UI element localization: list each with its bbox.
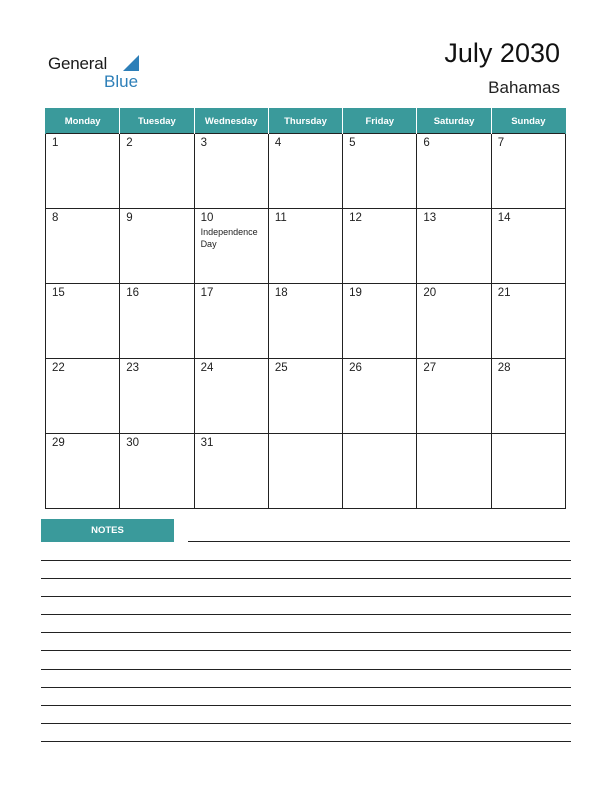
holiday-event: Independence Day bbox=[200, 227, 258, 249]
day-cell bbox=[268, 209, 342, 284]
day-number: 26 bbox=[349, 362, 362, 374]
notes-line bbox=[41, 596, 571, 597]
day-cell bbox=[194, 134, 268, 209]
day-number: 2 bbox=[126, 137, 133, 149]
day-number: 31 bbox=[200, 437, 214, 449]
notes-line bbox=[41, 560, 571, 561]
day-cell bbox=[343, 134, 417, 209]
notes-line bbox=[41, 705, 571, 706]
day-cell bbox=[268, 359, 342, 434]
day-cell bbox=[417, 209, 491, 284]
weekday-header-row bbox=[46, 109, 566, 134]
day-cell bbox=[46, 134, 120, 209]
day-cell bbox=[491, 284, 565, 359]
weekday-header: Wednesday bbox=[194, 109, 268, 134]
notes-line bbox=[41, 669, 571, 670]
day-number: 3 bbox=[200, 137, 207, 149]
day-cell bbox=[120, 134, 194, 209]
day-number: 23 bbox=[126, 362, 140, 374]
generalblue-logo bbox=[48, 52, 158, 92]
day-number: 13 bbox=[423, 212, 437, 224]
notes-label: NOTES bbox=[41, 519, 174, 542]
day-cell bbox=[491, 359, 565, 434]
day-cell bbox=[120, 284, 194, 359]
day-cell bbox=[343, 284, 417, 359]
day-cell bbox=[343, 434, 417, 509]
day-number: 30 bbox=[126, 437, 140, 449]
day-number: 25 bbox=[274, 362, 288, 374]
month-title: July 2030 bbox=[444, 38, 560, 68]
notes-line bbox=[41, 614, 571, 615]
day-cell bbox=[46, 209, 120, 284]
day-number: 16 bbox=[126, 287, 140, 299]
day-cell bbox=[491, 134, 565, 209]
day-number: 28 bbox=[497, 362, 511, 374]
day-cell bbox=[417, 359, 491, 434]
notes-line bbox=[41, 741, 571, 742]
week-row bbox=[46, 284, 566, 359]
day-cell bbox=[417, 434, 491, 509]
day-number: 15 bbox=[52, 287, 65, 299]
notes-line bbox=[41, 632, 571, 633]
day-number: 20 bbox=[423, 287, 437, 299]
day-cell bbox=[46, 434, 120, 509]
day-cell bbox=[417, 134, 491, 209]
day-number: 4 bbox=[274, 137, 282, 149]
weekday-header: Sunday bbox=[491, 109, 565, 134]
weekday-header: Saturday bbox=[417, 109, 491, 134]
day-cell bbox=[194, 209, 268, 284]
day-cell bbox=[343, 359, 417, 434]
logo-triangle-icon bbox=[121, 54, 141, 72]
notes-line bbox=[41, 650, 571, 651]
notes-line bbox=[41, 578, 571, 579]
day-number: 6 bbox=[423, 137, 430, 149]
notes-line bbox=[41, 723, 571, 724]
weekday-header: Thursday bbox=[268, 109, 342, 134]
week-row bbox=[46, 134, 566, 209]
calendar-grid bbox=[45, 108, 566, 509]
day-number: 8 bbox=[52, 212, 59, 224]
day-cell bbox=[120, 434, 194, 509]
notes-line bbox=[41, 687, 571, 688]
day-number: 9 bbox=[126, 212, 133, 224]
day-cell bbox=[194, 434, 268, 509]
day-number: 5 bbox=[349, 137, 356, 149]
day-number: 14 bbox=[497, 212, 511, 224]
weekday-header: Tuesday bbox=[120, 109, 194, 134]
day-cell bbox=[268, 434, 342, 509]
weekday-header: Monday bbox=[46, 109, 120, 134]
day-number: 24 bbox=[200, 362, 214, 374]
day-cell bbox=[46, 359, 120, 434]
day-cell bbox=[120, 359, 194, 434]
country-name: Bahamas bbox=[488, 78, 560, 97]
weekday-header: Friday bbox=[343, 109, 417, 134]
day-number: 11 bbox=[274, 212, 287, 224]
day-number: 19 bbox=[349, 287, 362, 299]
day-number: 22 bbox=[52, 362, 65, 374]
day-cell bbox=[194, 284, 268, 359]
day-number: 29 bbox=[52, 437, 65, 449]
day-cell bbox=[268, 284, 342, 359]
day-cell bbox=[417, 284, 491, 359]
day-number: 21 bbox=[497, 287, 511, 299]
day-number: 7 bbox=[497, 137, 505, 149]
logo-word-general: General bbox=[48, 54, 108, 73]
notes-line bbox=[188, 541, 570, 542]
week-row bbox=[46, 209, 566, 284]
day-number: 18 bbox=[274, 287, 288, 299]
day-number: 17 bbox=[200, 287, 214, 299]
week-row bbox=[46, 434, 566, 509]
day-cell bbox=[46, 284, 120, 359]
day-cell bbox=[120, 209, 194, 284]
day-cell bbox=[194, 359, 268, 434]
day-number: 1 bbox=[52, 137, 59, 149]
logo-word-blue: Blue bbox=[104, 72, 139, 91]
day-cell bbox=[491, 434, 565, 509]
day-cell bbox=[343, 209, 417, 284]
day-cell bbox=[491, 209, 565, 284]
day-number: 10 bbox=[200, 212, 214, 224]
day-number: 27 bbox=[423, 362, 437, 374]
day-number: 12 bbox=[349, 212, 362, 224]
day-cell bbox=[268, 134, 342, 209]
week-row bbox=[46, 359, 566, 434]
